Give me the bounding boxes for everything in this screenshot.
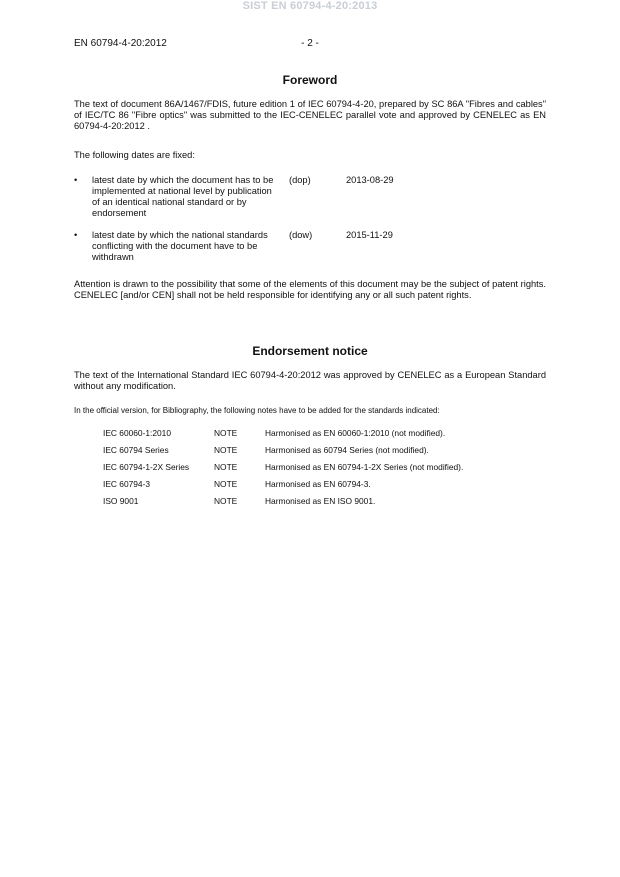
harmonised-cell: Harmonised as EN 60794-1-2X Series (not modified). bbox=[265, 462, 464, 472]
attention-paragraph: Attention is drawn to the possibility that some of the elements of this document may be the subject of patent rights. CENELEC [and/or CEN] shall not be held responsible for identifying any or all such patent rights. bbox=[74, 279, 546, 300]
standard-cell: ISO 9001 bbox=[103, 496, 139, 506]
table-row bbox=[103, 479, 543, 489]
list-item bbox=[74, 175, 546, 223]
bullet-icon: • bbox=[74, 230, 78, 240]
date-value: 2013-08-29 bbox=[346, 175, 394, 185]
standard-cell: IEC 60794 Series bbox=[103, 445, 169, 455]
foreword-intro: The text of document 86A/1467/FDIS, future edition 1 of IEC 60794-4-20, prepared by SC 86A "Fibres and cables" of IEC/TC 86 "Fibre optics" was submitted to the IEC-CENELEC parallel vote and approved by CENELEC as EN 60794-4-20:2012 . bbox=[74, 99, 546, 131]
harmonised-cell: Harmonised as 60794 Series (not modified). bbox=[265, 445, 429, 455]
standard-cell: IEC 60060-1:2010 bbox=[103, 428, 171, 438]
standard-cell: IEC 60794-1-2X Series bbox=[103, 462, 190, 472]
endorsement-title: Endorsement notice bbox=[252, 344, 368, 358]
date-description: latest date by which the national standards conflicting with the document have to be withdrawn bbox=[92, 230, 268, 262]
date-code: (dow) bbox=[289, 230, 313, 240]
note-type-cell: NOTE bbox=[214, 445, 238, 455]
note-type-cell: NOTE bbox=[214, 479, 238, 489]
table-row bbox=[103, 445, 543, 455]
endorsement-text: The text of the International Standard IEC 60794-4-20:2012 was approved by CENELEC as a European Standard without any modification. bbox=[74, 370, 546, 391]
date-value: 2015-11-29 bbox=[346, 230, 393, 240]
note-type-cell: NOTE bbox=[214, 428, 238, 438]
header-doc-id: EN 60794-4-20:2012 bbox=[74, 38, 167, 49]
dates-intro: The following dates are fixed: bbox=[74, 150, 195, 160]
harmonised-cell: Harmonised as EN ISO 9001. bbox=[265, 496, 376, 506]
note-type-cell: NOTE bbox=[214, 496, 238, 506]
harmonised-cell: Harmonised as EN 60794-3. bbox=[265, 479, 371, 489]
table-row bbox=[103, 462, 543, 472]
list-item bbox=[74, 230, 546, 266]
table-row bbox=[103, 496, 543, 506]
harmonised-cell: Harmonised as EN 60060-1:2010 (not modified). bbox=[265, 428, 446, 438]
table-row bbox=[103, 428, 543, 438]
watermark: SIST EN 60794-4-20:2013 bbox=[242, 0, 378, 12]
standard-cell: IEC 60794-3 bbox=[103, 479, 151, 489]
note-type-cell: NOTE bbox=[214, 462, 238, 472]
date-description: latest date by which the document has to be implemented at national level by publication of an identical national standard or by endorsement bbox=[92, 175, 274, 218]
bibliography-intro: In the official version, for Bibliography, the following notes have to be added for the standards indicated: bbox=[74, 406, 440, 415]
date-code: (dop) bbox=[289, 175, 311, 185]
foreword-title: Foreword bbox=[282, 73, 338, 87]
header-page-number: - 2 - bbox=[301, 38, 319, 49]
bullet-icon: • bbox=[74, 175, 78, 185]
